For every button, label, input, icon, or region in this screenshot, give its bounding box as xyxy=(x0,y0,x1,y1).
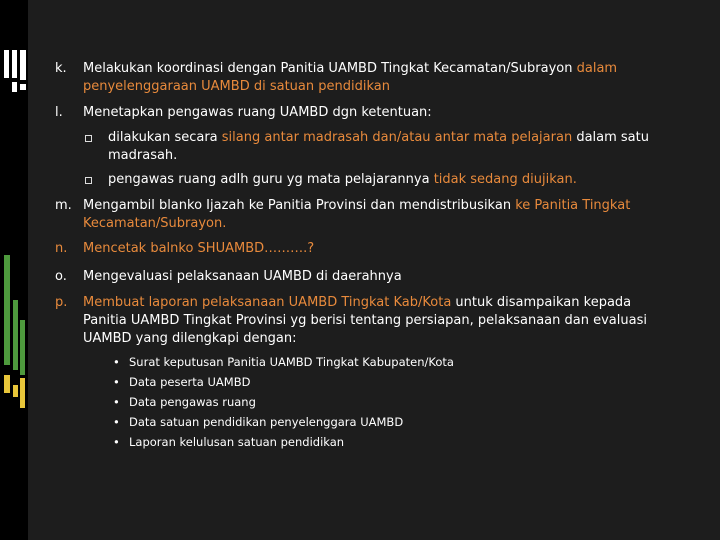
text-run: Mengevaluasi pelaksanaan UAMBD di daerahnya xyxy=(83,269,402,284)
sub-item-text: Surat keputusan Panitia UAMBD Tingkat Kabupaten/Kota xyxy=(129,355,454,369)
sub-item-text: Data pengawas ruang xyxy=(129,395,256,409)
item-text xyxy=(83,197,653,233)
text-run: Mengambil blanko Ijazah ke Panitia Provinsi dan mendistribusikan xyxy=(83,198,516,213)
item-label: m. xyxy=(55,198,72,213)
text-run: untuk disampaikan kepada Panitia UAMBD Tingkat Provinsi yg berisi tentang persiapan, pelaksanaan dan evaluasi UAMBD yang dilengkapi dengan: xyxy=(83,295,647,346)
item-label: n. xyxy=(55,241,68,256)
sub-item-text xyxy=(108,171,653,189)
text-run: pengawas ruang adlh guru yg mata pelajarannya xyxy=(108,172,434,187)
decorative-sidebar xyxy=(0,0,28,540)
square-bullet-icon xyxy=(85,177,92,184)
deco-bar-green-2 xyxy=(13,300,18,370)
text-run-accent: ke Panitia Tingkat Kecamatan/Subrayon. xyxy=(83,198,631,231)
sub-item-text: Data satuan pendidikan penyelenggara UAMBD xyxy=(129,415,404,429)
text-run-accent: silang antar madrasah dan/atau antar mata pelajaran xyxy=(221,130,573,145)
deco-bar-white-3 xyxy=(20,50,26,80)
item-label: l. xyxy=(55,105,63,120)
deco-bar-yellow-3 xyxy=(13,385,18,397)
deco-bar-white-1 xyxy=(4,50,9,78)
bullet-icon: • xyxy=(113,355,120,369)
deco-bar-yellow-2 xyxy=(20,378,25,408)
deco-bar-white-2 xyxy=(12,50,17,78)
bullet-icon: • xyxy=(113,435,120,449)
item-text xyxy=(83,240,653,258)
deco-bar-green-1 xyxy=(4,255,10,365)
text-run-accent: Mencetak balnko SHUAMBD……….? xyxy=(83,241,315,256)
item-label: o. xyxy=(55,269,67,284)
bullet-icon: • xyxy=(113,395,120,409)
item-text xyxy=(83,104,653,122)
deco-bar-white-5 xyxy=(20,84,26,90)
sub-item-text: Laporan kelulusan satuan pendidikan xyxy=(129,435,345,449)
sub-item-text: Data peserta UAMBD xyxy=(129,375,251,389)
bullet-icon: • xyxy=(113,375,120,389)
item-text xyxy=(83,268,653,286)
text-run-accent: dalam penyelenggaraan UAMBD di satuan pendidikan xyxy=(83,61,618,94)
item-label: p. xyxy=(55,295,68,310)
text-run-accent: Membuat laporan pelaksanaan UAMBD Tingkat Kab/Kota xyxy=(83,295,452,310)
item-text xyxy=(83,60,653,96)
item-label: k. xyxy=(55,61,67,76)
text-run: Melakukan koordinasi dengan Panitia UAMBD Tingkat Kecamatan/Subrayon xyxy=(83,61,577,76)
deco-bar-yellow-1 xyxy=(4,375,10,393)
deco-bar-green-3 xyxy=(20,320,25,375)
deco-bar-white-4 xyxy=(12,82,17,92)
text-run: dalam satu madrasah. xyxy=(108,130,649,163)
text-run: dilakukan secara xyxy=(108,130,222,145)
item-text xyxy=(83,294,653,348)
bullet-icon: • xyxy=(113,415,120,429)
square-bullet-icon xyxy=(85,135,92,142)
sub-item-text xyxy=(108,129,653,165)
text-run-accent: tidak sedang diujikan. xyxy=(433,172,577,187)
text-run: Menetapkan pengawas ruang UAMBD dgn ketentuan: xyxy=(83,105,432,120)
